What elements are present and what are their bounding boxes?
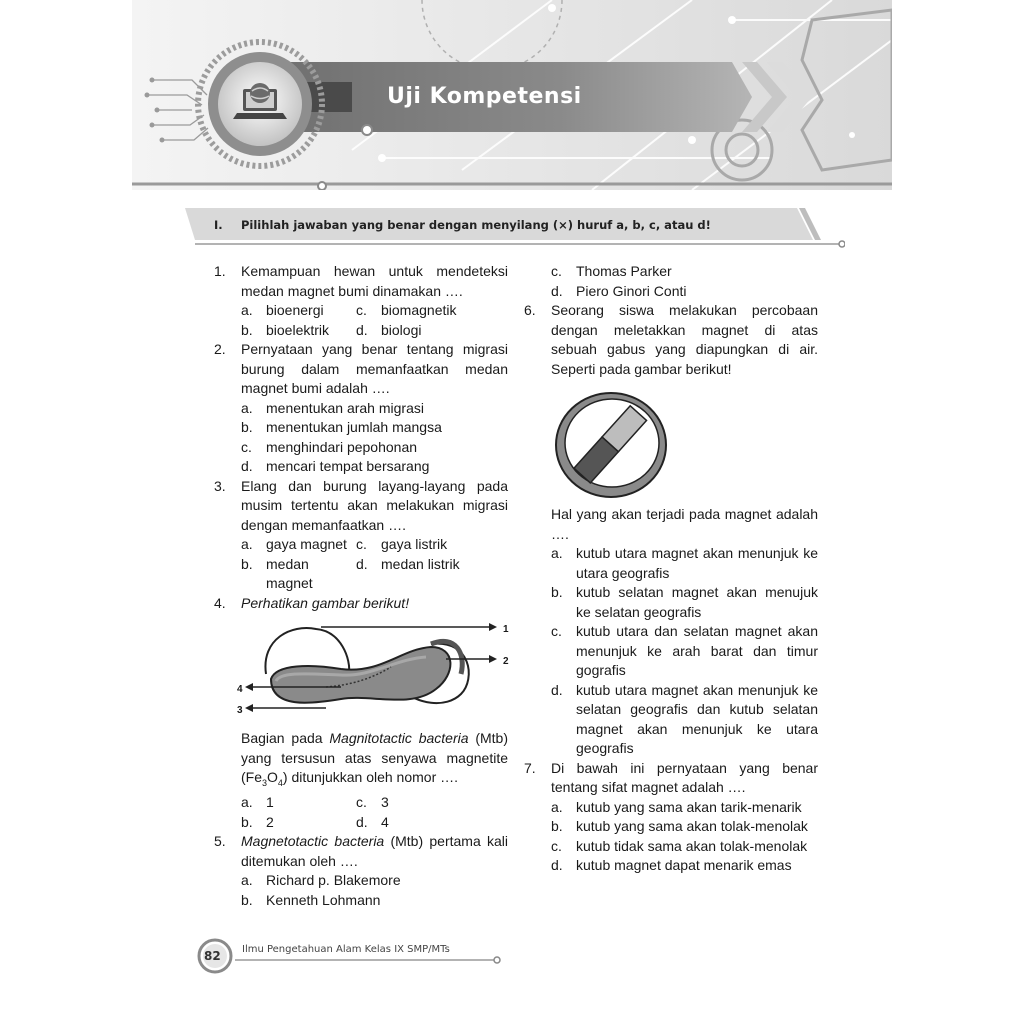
question-6 — [524, 301, 818, 379]
options-row — [214, 555, 508, 594]
magnet-on-cork-drawing — [551, 387, 681, 505]
option-a: a. gaya magnet — [241, 536, 347, 552]
option-c: c. biomagnetik — [356, 302, 457, 318]
option-b: b. bioelektrik — [241, 321, 330, 338]
section-number: I. — [214, 218, 223, 232]
question-text: Magnetotactic bacteria (Mtb) pertama kali ditemukan oleh …. — [241, 833, 508, 869]
option-d: d. kutub magnet dapat menarik emas — [551, 857, 792, 873]
option-c: c. gaya listrik — [356, 536, 448, 552]
question-3 — [214, 477, 508, 536]
question-text: Pernyataan yang benar tentang migrasi burung dalam memanfaatkan medan magnet bumi adalah …. — [241, 341, 508, 396]
footer-book-title: Ilmu Pengetahuan Alam Kelas IX SMP/MTs — [242, 944, 450, 955]
figure-label-2: 2 — [503, 656, 509, 667]
question-4 — [214, 594, 508, 614]
option-c: c. kutub tidak sama akan tolak-menolak — [551, 837, 808, 854]
figure-label-3: 3 — [237, 705, 243, 716]
option-d: d. 4 — [356, 813, 389, 830]
option-c: c. Thomas Parker — [551, 263, 672, 279]
question-number: 4. — [214, 594, 226, 611]
question-2 — [214, 340, 508, 399]
option-a: a. 1 — [241, 794, 274, 811]
question-5 — [214, 832, 508, 871]
question-number: 3. — [214, 477, 226, 494]
header-banner — [132, 0, 892, 190]
options-row — [214, 793, 508, 813]
question-1 — [214, 262, 508, 301]
magnetotactic-bacteria-drawing — [231, 619, 521, 729]
option-d: d. biologi — [356, 321, 422, 338]
section-instruction: Pilihlah jawaban yang benar dengan menyilang (×) huruf a, b, c, atau d! — [241, 218, 711, 232]
option-b: b. menentukan jumlah mangsa — [241, 419, 442, 435]
question-text: Perhatikan gambar berikut! — [241, 594, 410, 611]
question-text: Bagian pada Magnitotactic bacteria (Mtb) yang tersusun atas senyawa magnetite $(Fe_3O_4)$ ditunjukkan oleh nomor …. — [241, 730, 508, 788]
figure-label-4: 4 — [237, 684, 243, 695]
question-text: Kemampuan hewan untuk mendeteksi medan magnet bumi dinamakan …. — [241, 263, 508, 299]
question-text: Elang dan burung layang-layang pada musim tertentu akan melakukan migrasi dengan memanfaatkan …. — [241, 477, 508, 533]
option-b: b. kutub selatan magnet akan menujuk ke selatan geografis — [551, 584, 818, 620]
question-7 — [524, 759, 818, 798]
option-d: d. mencari tempat bersarang — [241, 458, 430, 474]
options-row — [214, 301, 508, 321]
option-d: d. medan listrik — [356, 555, 460, 572]
right-column — [524, 262, 818, 876]
option-b: b. Kenneth Lohmann — [241, 891, 381, 908]
question-text: Di bawah ini pernyataan yang benar tentang sifat magnet adalah …. — [551, 759, 818, 795]
page-number: 82 — [204, 949, 221, 963]
option-c: c. kutub utara dan selatan magnet akan menunjuk ke arah barat dan timur gografis — [551, 623, 818, 678]
left-column — [214, 262, 508, 910]
option-d: d. Piero Ginori Conti — [551, 282, 687, 299]
question-text: Seorang siswa melakukan percobaan dengan meletakkan magnet di atas sebuah gabus yang diapungkan di air. Seperti pada gambar berikut! — [551, 302, 818, 377]
option-d: d. kutub utara magnet akan menunjuk ke selatan geografis dan kutub selatan magnet akan menunjuk ke utara geografis — [551, 681, 818, 756]
option-b: b. kutub yang sama akan tolak-menolak — [551, 818, 808, 834]
option-a: a. bioenergi — [241, 302, 324, 318]
question-6-continuation — [524, 505, 818, 544]
option-a: a. Richard p. Blakemore — [241, 872, 401, 889]
option-a: a. menentukan arah migrasi — [241, 399, 424, 416]
option-a: a. kutub yang sama akan tarik-menarik — [551, 798, 802, 815]
bacteria-figure — [237, 619, 509, 729]
options-row — [214, 813, 508, 833]
option-c: c. 3 — [356, 794, 389, 811]
question-4-continuation — [214, 729, 508, 793]
question-number: 1. — [214, 263, 226, 279]
option-b: b. 2 — [241, 813, 274, 830]
option-c: c. menghindari pepohonan — [241, 438, 418, 455]
question-number: 2. — [214, 341, 226, 357]
option-a: a. kutub utara magnet akan menunjuk ke utara geografis — [551, 545, 818, 581]
options-row — [214, 321, 508, 341]
laptop-globe-icon — [231, 79, 291, 129]
question-number: 7. — [524, 759, 536, 776]
question-text: Hal yang akan terjadi pada magnet adalah …. — [551, 506, 818, 542]
option-b: b. medan magnet — [241, 555, 313, 591]
figure-label-1: 1 — [503, 624, 509, 635]
options-row — [214, 535, 508, 555]
page-title: Uji Kompetensi — [387, 84, 582, 109]
question-number: 5. — [214, 833, 226, 850]
question-number: 6. — [524, 302, 536, 318]
floating-magnet-figure — [551, 387, 818, 505]
